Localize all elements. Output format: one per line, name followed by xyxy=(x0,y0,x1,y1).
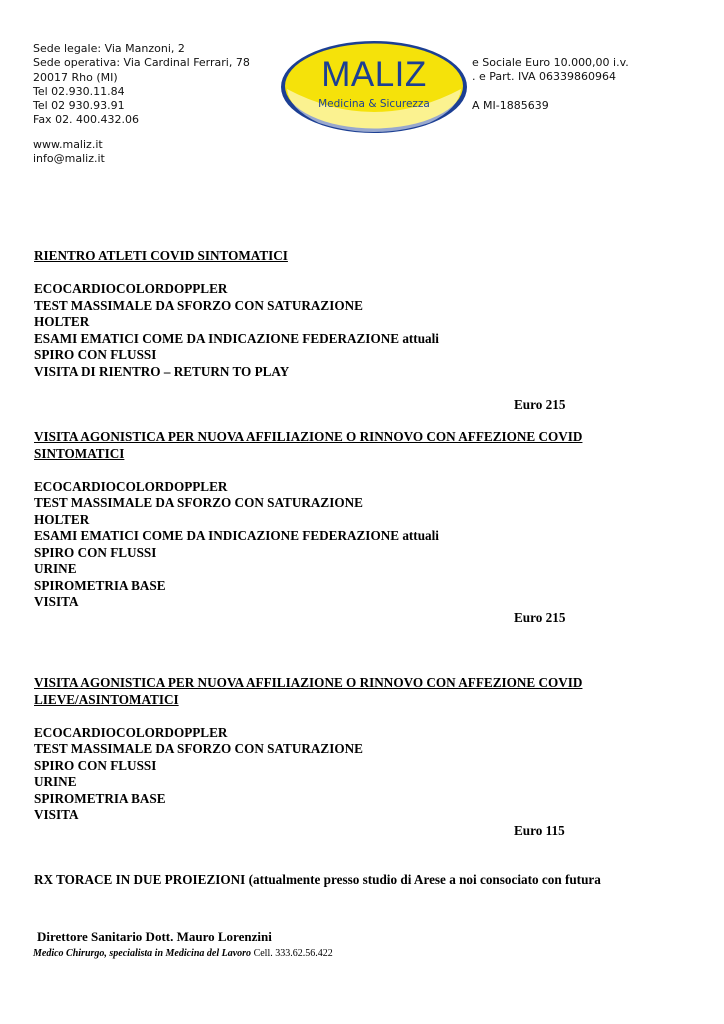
section-price: Euro 215 xyxy=(514,610,566,625)
list-item: SPIROMETRIA BASE xyxy=(34,577,166,593)
list-item: TEST MASSIMALE DA SFORZO CON SATURAZIONE xyxy=(34,741,363,756)
section-title-line-2: LIEVE/ASINTOMATICI xyxy=(34,691,179,707)
director-cell: Cell. 333.62.56.422 xyxy=(253,948,333,959)
list-item: ECOCARDIOCOLORDOPPLER xyxy=(34,478,228,494)
director-name: Direttore Sanitario Dott. Mauro Lorenzini xyxy=(37,929,272,944)
address-line-operative: Sede operativa: Via Cardinal Ferrari, 78 xyxy=(33,56,250,70)
address-line-legal: Sede legale: Via Manzoni, 2 xyxy=(33,42,185,55)
list-item: VISITA xyxy=(34,807,79,822)
list-item: VISITA xyxy=(34,594,79,609)
section-agonistica-sintomatici xyxy=(34,429,582,611)
section-title-line-1: VISITA AGONISTICA PER NUOVA AFFILIAZIONE O RINNOVO CON AFFEZIONE COVID xyxy=(34,675,583,690)
list-item: SPIRO CON FLUSSI xyxy=(34,544,157,560)
list-item: ECOCARDIOCOLORDOPPLER xyxy=(34,724,228,740)
list-item: URINE xyxy=(34,561,77,576)
list-item: TEST MASSIMALE DA SFORZO CON SATURAZIONE xyxy=(34,495,363,510)
rx-text: RX TORACE IN DUE PROIEZIONI (attualmente presso studio di Arese a noi consociato con futura xyxy=(34,872,601,887)
vat-line: . e Part. IVA 06339860964 xyxy=(472,70,617,84)
list-item: HOLTER xyxy=(34,314,90,329)
phone-line-1: Tel 02.930.11.84 xyxy=(33,84,125,98)
share-capital-line: e Sociale Euro 10.000,00 i.v. xyxy=(472,56,629,69)
logo-tagline: Medicina & Sicurezza xyxy=(318,98,430,110)
list-item: SPIROMETRIA BASE xyxy=(34,790,166,806)
rea-line: A MI-1885639 xyxy=(472,98,549,112)
list-item: ESAMI EMATICI COME DA INDICAZIONE FEDERAZIONE attuali xyxy=(34,330,439,346)
website-link[interactable]: www.maliz.it xyxy=(33,137,103,151)
fax-line: Fax 02. 400.432.06 xyxy=(33,113,140,127)
list-item: SPIRO CON FLUSSI xyxy=(34,347,157,362)
section-price: Euro 115 xyxy=(514,823,565,838)
list-item: URINE xyxy=(34,774,77,789)
list-item: TEST MASSIMALE DA SFORZO CON SATURAZIONE xyxy=(34,297,363,313)
section-title-line-1: VISITA AGONISTICA PER NUOVA AFFILIAZIONE O RINNOVO CON AFFEZIONE COVID xyxy=(34,429,583,444)
phone-line-2: Tel 02 930.93.91 xyxy=(33,99,125,113)
director-title: Medico Chirurgo, specialista in Medicina del Lavoro xyxy=(33,948,252,959)
address-line-city: 20017 Rho (MI) xyxy=(33,70,118,84)
company-registration-block xyxy=(472,56,629,113)
section-price: Euro 215 xyxy=(514,397,566,412)
list-item: HOLTER xyxy=(34,511,90,527)
logo-wordmark: MALIZ xyxy=(321,55,427,94)
list-item: VISITA DI RIENTRO – RETURN TO PLAY xyxy=(34,363,290,379)
email-link[interactable]: info@maliz.it xyxy=(33,152,105,166)
director-credentials xyxy=(33,948,333,959)
maliz-logo xyxy=(279,39,469,135)
section-agonistica-asintomatici xyxy=(34,675,582,824)
company-address-block xyxy=(33,42,250,166)
section-rientro-atleti xyxy=(34,248,439,380)
section-title: RIENTRO ATLETI COVID SINTOMATICI xyxy=(34,248,288,263)
list-item: SPIRO CON FLUSSI xyxy=(34,757,157,773)
list-item: ECOCARDIOCOLORDOPPLER xyxy=(34,281,228,296)
rx-torace-line xyxy=(34,872,601,889)
section-title-line-2: SINTOMATICI xyxy=(34,445,125,461)
list-item: ESAMI EMATICI COME DA INDICAZIONE FEDERAZIONE attuali xyxy=(34,528,439,543)
